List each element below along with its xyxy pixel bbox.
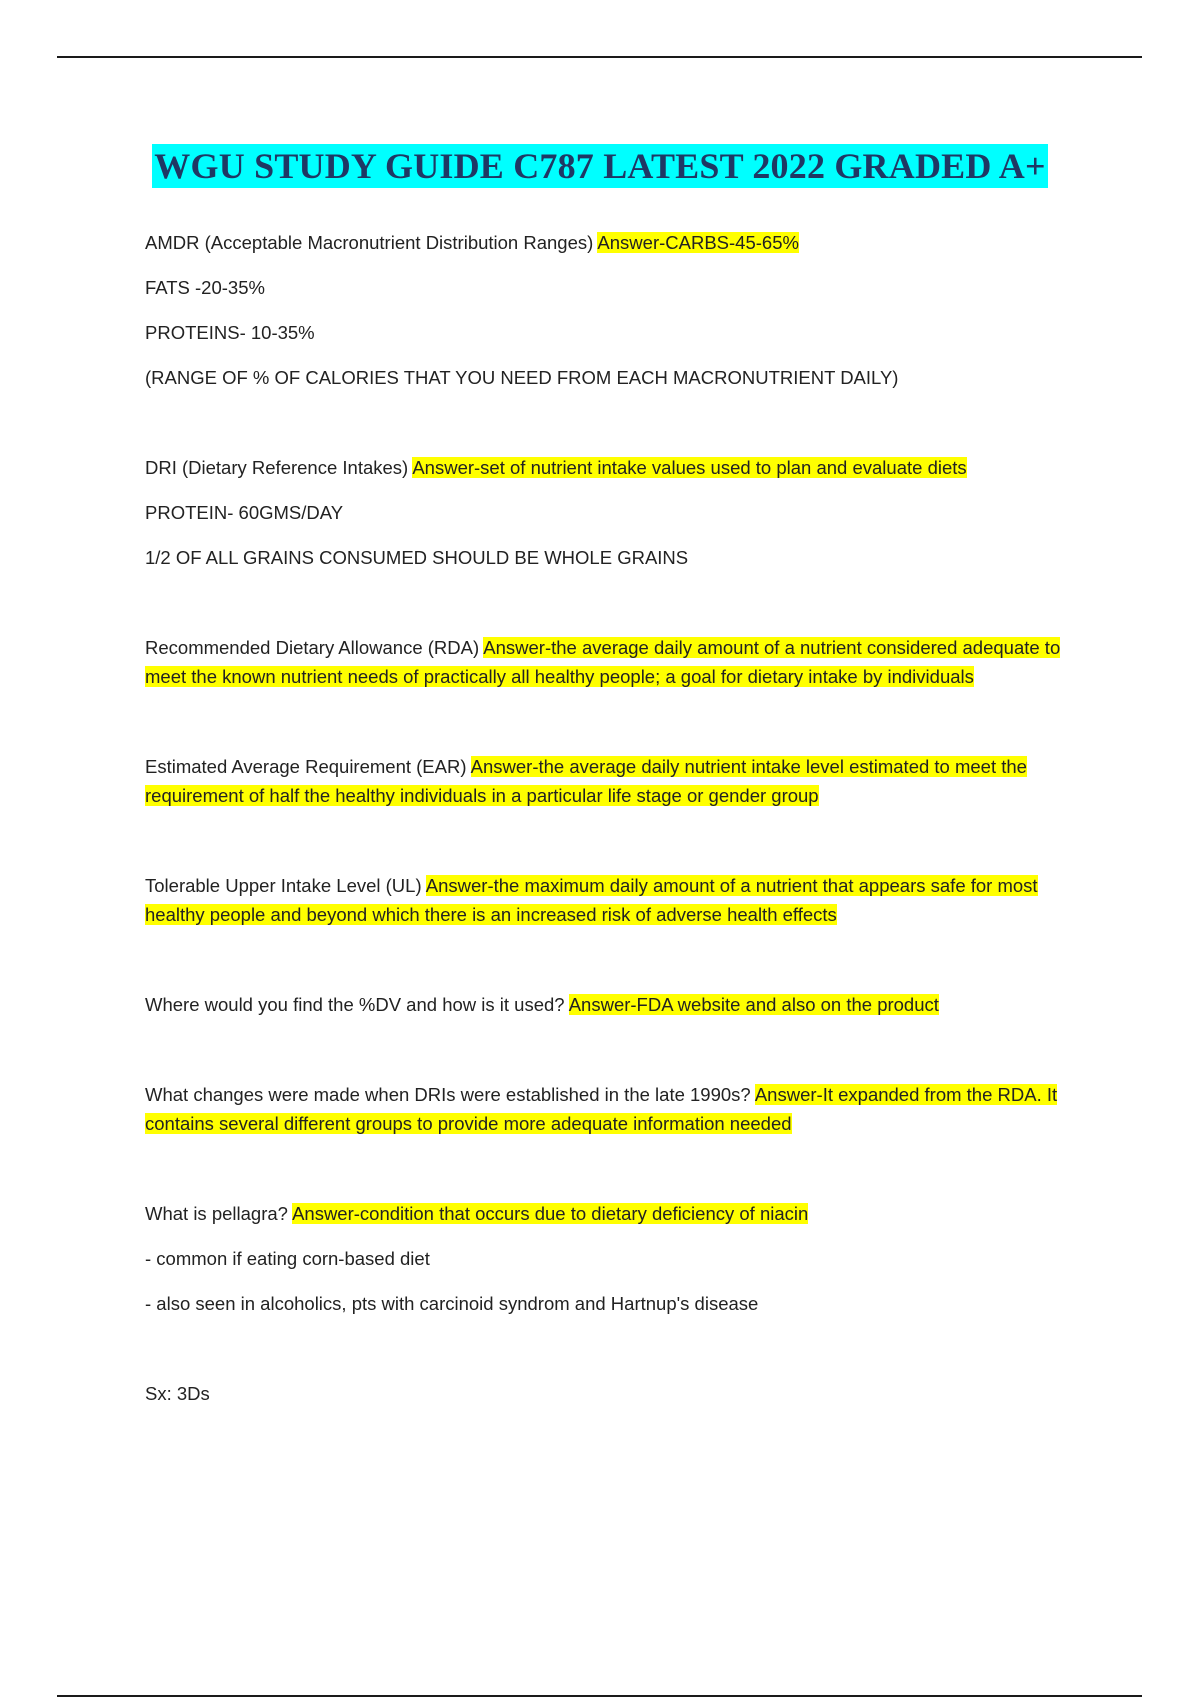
header-rule <box>57 56 1142 58</box>
entry-term: What is pellagra? <box>145 1203 288 1224</box>
entry-answer: Answer-the average daily nutrient intake level estimated to meet the requirement of half the healthy individuals in a particular life stage or gender group <box>145 756 1027 806</box>
entry-answer: Answer-FDA website and also on the product <box>568 994 939 1015</box>
entry-answer: Answer-It expanded from the RDA. It contains several different groups to provide more adequate information needed <box>145 1084 1058 1134</box>
entry-answer: Answer-CARBS-45-65% <box>597 232 799 253</box>
entry-note: - also seen in alcoholics, pts with carcinoid syndrom and Hartnup's disease <box>145 1293 759 1314</box>
entry-note: FATS -20-35% <box>145 277 265 298</box>
title-container <box>0 144 1200 188</box>
entry-term: Where would you find the %DV and how is it used? <box>145 994 565 1015</box>
entry-term: DRI (Dietary Reference Intakes) <box>145 457 409 478</box>
entry-term: Recommended Dietary Allowance (RDA) <box>145 637 480 658</box>
entry-pellagra <box>145 1199 1090 1228</box>
entry-dri-changes <box>145 1080 1090 1138</box>
entry-ul <box>145 871 1090 929</box>
entry-note: (RANGE OF % OF CALORIES THAT YOU NEED FROM EACH MACRONUTRIENT DAILY) <box>145 367 899 388</box>
entry-note: PROTEIN- 60GMS/DAY <box>145 502 344 523</box>
entry-term: Tolerable Upper Intake Level (UL) <box>145 875 422 896</box>
document-title: WGU STUDY GUIDE C787 LATEST 2022 GRADED A+ <box>154 146 1046 186</box>
study-guide-body <box>145 228 1090 1424</box>
entry-term: Estimated Average Requirement (EAR) <box>145 756 467 777</box>
entry-note: - common if eating corn-based diet <box>145 1248 430 1269</box>
entry-note: Sx: 3Ds <box>145 1383 210 1404</box>
entry-term: What changes were made when DRIs were established in the late 1990s? <box>145 1084 751 1105</box>
footer-rule <box>57 1695 1142 1697</box>
entry-answer: Answer-the maximum daily amount of a nutrient that appears safe for most healthy people and beyond which there is an increased risk of adverse health effects <box>145 875 1038 925</box>
entry-amdr <box>145 228 1090 257</box>
entry-rda <box>145 633 1090 691</box>
entry-note: 1/2 OF ALL GRAINS CONSUMED SHOULD BE WHOLE GRAINS <box>145 547 689 568</box>
entry-term: AMDR (Acceptable Macronutrient Distribution Ranges) <box>145 232 594 253</box>
entry-answer: Answer-set of nutrient intake values used to plan and evaluate diets <box>412 457 967 478</box>
entry-ear <box>145 752 1090 810</box>
entry-note: PROTEINS- 10-35% <box>145 322 315 343</box>
entry-dv <box>145 990 1090 1019</box>
entry-answer: Answer-condition that occurs due to dietary deficiency of niacin <box>292 1203 809 1224</box>
entry-dri <box>145 453 1090 482</box>
entry-answer: Answer-the average daily amount of a nutrient considered adequate to meet the known nutrient needs of practically all healthy people; a goal for dietary intake by individuals <box>145 637 1061 687</box>
